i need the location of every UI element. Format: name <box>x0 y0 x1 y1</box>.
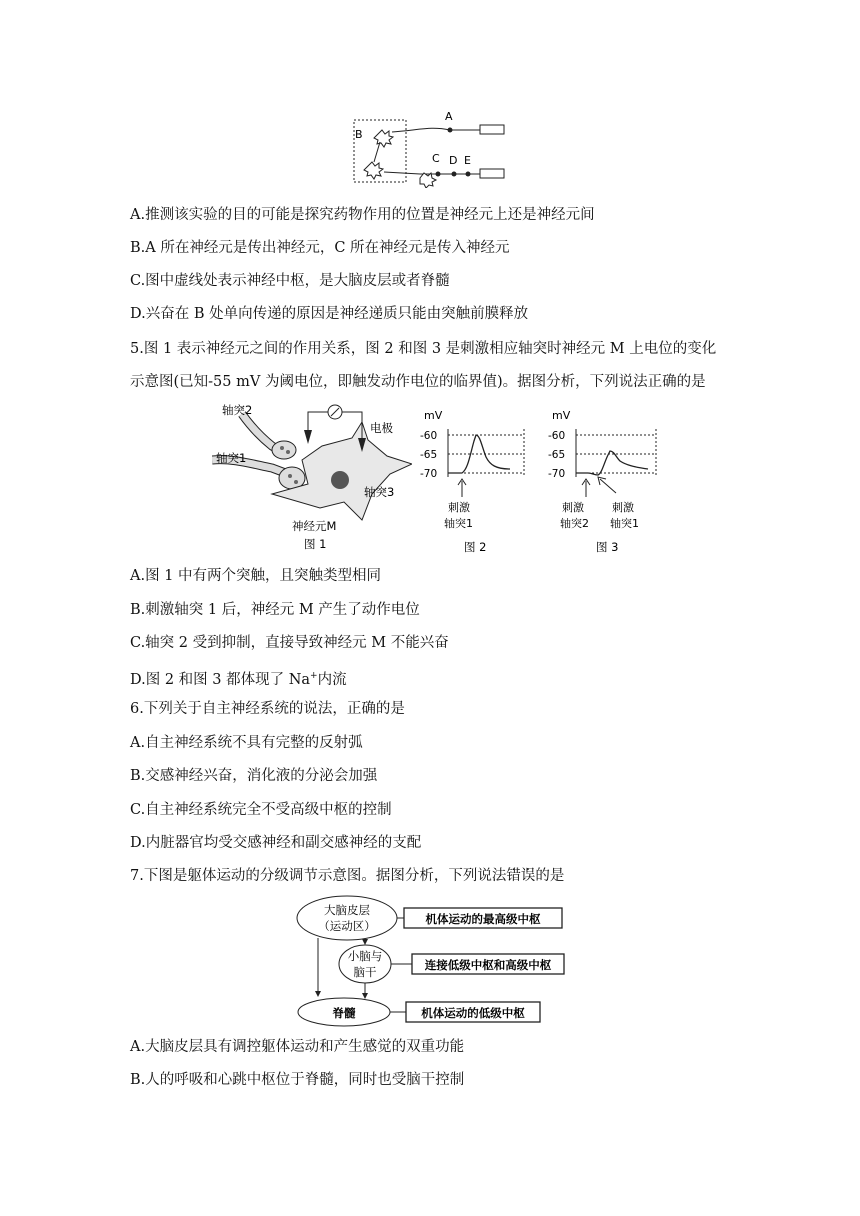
q5-option-b: B.刺激轴突 1 后，神经元 M 产生了动作电位 <box>130 602 420 618</box>
q5-stem-line1: 5.图 1 表示神经元之间的作用关系，图 2 和图 3 是刺激相应轴突时神经元 M 上电位的变化 <box>130 341 717 357</box>
q5-option-c: C.轴突 2 受到抑制，直接导致神经元 M 不能兴奋 <box>130 635 449 651</box>
stimulus-arrow-1 <box>598 477 616 493</box>
neuron-lower <box>364 162 383 179</box>
cortex-line-1: 大脑皮层 <box>324 903 370 917</box>
label-electrode: 电极 <box>370 421 393 435</box>
q5-stem-line2: 示意图(已知-55 mV 为阈电位，即触发动作电位的临界值)。据图分析，下列说法正确的是 <box>130 374 706 390</box>
receptor-box-upper <box>480 125 504 134</box>
caption-fig3: 图 3 <box>596 540 619 553</box>
point-d <box>452 172 457 177</box>
label-axon-1: 轴突1 <box>216 451 247 465</box>
label-connecting-center: 连接低级中枢和高级中枢 <box>424 958 552 972</box>
q5-option-a: A.图 1 中有两个突触，且突触类型相同 <box>130 568 382 584</box>
q7-stem <box>130 866 564 886</box>
stim-a-label-2: 轴突2 <box>560 517 589 530</box>
cerebellum-line-2: 脑干 <box>353 965 377 979</box>
q5-option-d-text: D.图 2 和图 3 都体现了 Na <box>130 671 311 688</box>
label-axon-3: 轴突3 <box>364 485 395 499</box>
figure-2-potential-graph <box>420 405 530 553</box>
point-c <box>436 172 441 177</box>
vesicle <box>286 450 290 454</box>
neuron-upper <box>374 130 393 147</box>
q6-option-c: C.自主神经系统完全不受高级中枢的控制 <box>130 802 392 818</box>
superscript-plus: + <box>310 671 318 681</box>
q4-option-c: C.图中虚线处表示神经中枢，是大脑皮层或者脊髓 <box>130 273 450 289</box>
electrode-tip <box>304 430 312 444</box>
label-lower-center: 机体运动的低级中枢 <box>421 1006 525 1020</box>
tick-70: -70 <box>548 468 566 480</box>
potential-curve <box>576 451 648 475</box>
tick-60: -60 <box>420 430 438 442</box>
stim-label-1: 刺激 <box>448 501 470 514</box>
q5-option-d-tail: 内流 <box>317 671 347 688</box>
unit-mv: mV <box>424 409 443 422</box>
connecting-fiber <box>374 142 380 162</box>
point-a <box>448 128 453 133</box>
vesicle <box>288 474 292 478</box>
stim-a-label-1: 刺激 <box>562 501 584 514</box>
label-neuron-m: 神经元M <box>292 519 337 533</box>
label-a: A <box>445 110 453 123</box>
cerebellum-line-1: 小脑与 <box>347 949 383 963</box>
q6-option-d: D.内脏器官均受交感神经和副交感神经的支配 <box>130 835 422 851</box>
vesicle <box>294 480 298 484</box>
tick-60: -60 <box>548 430 566 442</box>
label-b: B <box>355 128 363 141</box>
q4-option-a: A.推测该实验的目的可能是探究药物作用的位置是神经元上还是神经元间 <box>130 207 595 223</box>
q5-option-d <box>130 666 347 690</box>
grid <box>576 429 656 477</box>
vesicle <box>280 446 284 450</box>
label-c: C <box>432 152 440 165</box>
point-e <box>466 172 471 177</box>
caption-fig2: 图 2 <box>464 540 487 553</box>
figure-3-potential-graph <box>548 405 678 553</box>
q6-stem: 6.下列关于自主神经系统的说法，正确的是 <box>130 701 405 717</box>
q4-option-b: B.A 所在神经元是传出神经元，C 所在神经元是传入神经元 <box>130 240 510 256</box>
q7-stem-text: 7.下图是躯体运动的分级调节示意图。据图分析，下列说法 <box>130 868 507 884</box>
q6-option-a: A.自主神经系统不具有完整的反射弧 <box>130 735 363 751</box>
stim-b-label-1: 刺激 <box>612 501 634 514</box>
unit-mv: mV <box>552 409 571 422</box>
tick-65: -65 <box>420 449 438 461</box>
reflex-arc-figure <box>350 108 510 188</box>
label-d: D <box>449 154 458 167</box>
stim-b-label-2: 轴突1 <box>610 517 639 530</box>
tick-65: -65 <box>548 449 566 461</box>
axon-upper <box>392 128 480 132</box>
effector-box-lower <box>480 169 504 178</box>
cortex-line-2: （运动区） <box>318 919 376 933</box>
terminal-axon-2 <box>272 441 296 459</box>
emphasis-char: 误 <box>520 868 536 884</box>
tick-70: -70 <box>420 468 438 480</box>
q6-option-b: B.交感神经兴奋，消化液的分泌会加强 <box>130 768 378 784</box>
label-axon-2: 轴突2 <box>222 403 253 417</box>
label-highest-center: 机体运动的最高级中枢 <box>425 912 541 926</box>
label-e: E <box>464 154 471 167</box>
stimulus-arrow <box>458 479 466 497</box>
motor-control-hierarchy-diagram <box>294 892 584 1028</box>
caption-fig1: 图 1 <box>304 537 327 551</box>
q7-option-b: B.人的呼吸和心跳中枢位于脊髓，同时也受脑干控制 <box>130 1072 465 1088</box>
stimulus-arrow-2 <box>582 479 590 497</box>
ganglion <box>420 173 436 188</box>
emphasis-char: 错 <box>506 868 521 884</box>
q7-stem-tail: 的是 <box>535 868 565 884</box>
stim-label-2: 轴突1 <box>444 517 473 530</box>
q7-option-a: A.大脑皮层具有调控躯体运动和产生感觉的双重功能 <box>130 1039 465 1055</box>
grid <box>448 429 524 477</box>
neuron-m-nucleus <box>331 471 349 489</box>
figure-1-neuron <box>212 398 412 556</box>
q4-option-d: D.兴奋在 B 处单向传递的原因是神经递质只能由突触前膜释放 <box>130 306 529 322</box>
spinal-label: 脊髓 <box>332 1006 356 1020</box>
